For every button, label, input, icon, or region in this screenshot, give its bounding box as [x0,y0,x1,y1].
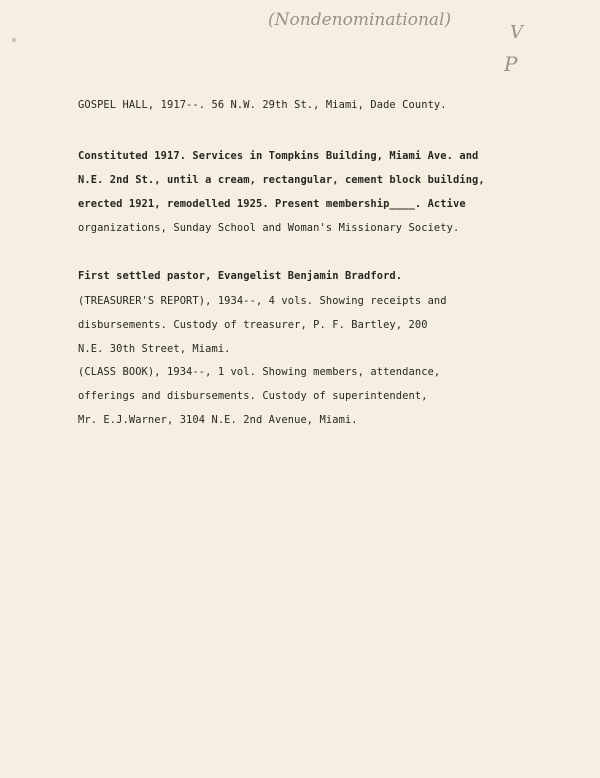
paragraph2-line-7: Mr. E.J.Warner, 3104 N.E. 2nd Avenue, Miami. [78,414,358,426]
heading-line: GOSPEL HALL, 1917--. 56 N.W. 29th St., Miami, Dade County. [78,99,447,111]
paragraph2-line-5: (CLASS BOOK), 1934--, 1 vol. Showing members, attendance, [78,366,441,378]
paragraph2-line-2: (TREASURER'S REPORT), 1934--, 4 vols. Showing receipts and [78,295,447,307]
paper-mark [12,38,16,42]
paragraph1-line-1: Constituted 1917. Services in Tompkins Building, Miami Ave. and [78,150,479,162]
handwritten-initial: P [504,52,518,76]
paragraph2-line-1: First settled pastor, Evangelist Benjamin Bradford. [78,270,403,282]
paragraph2-line-4: N.E. 30th Street, Miami. [78,343,231,355]
paragraph1-line-2: N.E. 2nd St., until a cream, rectangular, cement block building, [78,174,485,186]
handwritten-check-mark: V [510,22,523,43]
paragraph2-line-6: offerings and disbursements. Custody of superintendent, [78,390,428,402]
paragraph1-line-4: organizations, Sunday School and Woman's Missionary Society. [78,222,460,234]
handwritten-note: (Nondenominational) [268,10,452,30]
paragraph1-line-3: erected 1921, remodelled 1925. Present membership____. Active [78,198,466,210]
paragraph2-line-3: disbursements. Custody of treasurer, P. F. Bartley, 200 [78,319,428,331]
